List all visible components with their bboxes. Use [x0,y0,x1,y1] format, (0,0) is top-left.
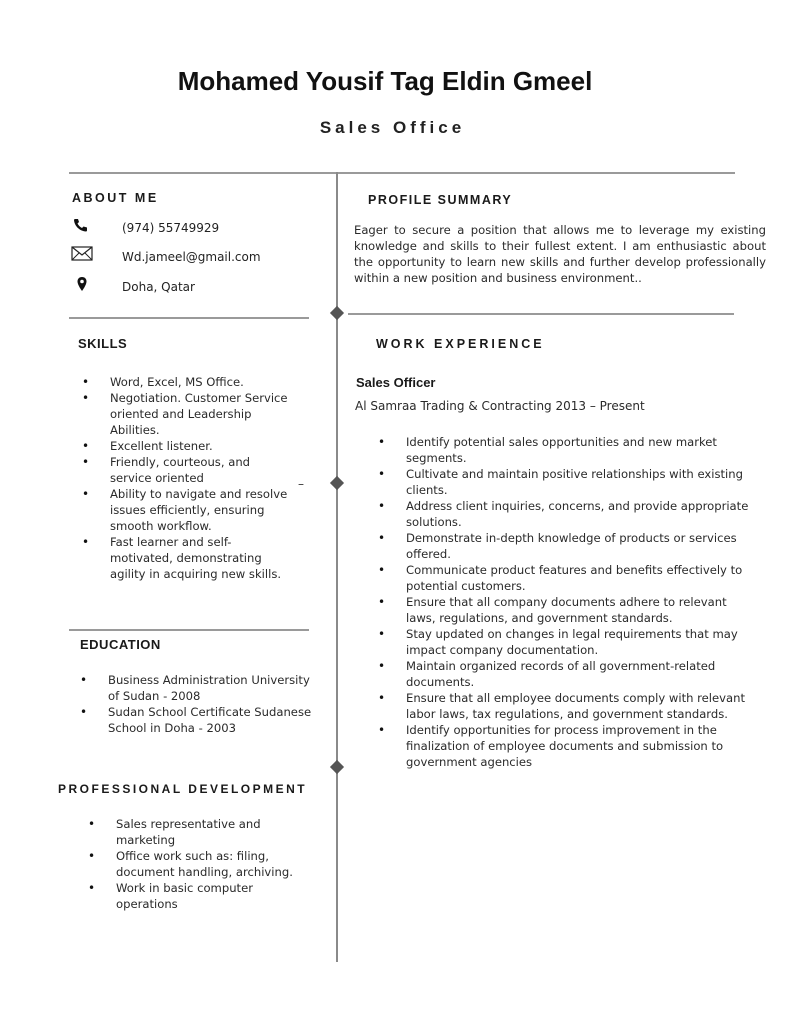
profile-heading: PROFILE SUMMARY [368,193,513,207]
stray-dash: – [298,477,304,491]
divider-diamond [330,306,344,320]
list-item: • Work in basic computer operations [88,880,298,912]
development-list [88,816,298,912]
list-item: • Business Administration University of Sudan - 2008 [80,672,315,704]
list-item: • Office work such as: filing, document handling, archiving. [88,848,298,880]
list-item: • Identify opportunities for process improvement in the finalization of employee documents and submission to government agencies [378,722,750,770]
about-divider [69,317,309,319]
list-item: • Friendly, courteous, and service oriented [82,454,292,486]
resume-role: Sales Office [319,118,466,137]
center-divider [336,172,338,962]
list-item: • Excellent listener. [82,438,292,454]
list-item: • Fast learner and self-motivated, demonstrating agility in acquiring new skills. [82,534,292,582]
list-item: • Maintain organized records of all government-related documents. [378,658,750,690]
development-heading: PROFESSIONAL DEVELOPMENT [58,782,308,796]
profile-divider [348,313,734,315]
experience-heading: WORK EXPERIENCE [376,337,545,351]
phone-icon [73,218,89,236]
list-item: • Negotiation. Customer Service oriented and Leadership Abilities. [82,390,292,438]
list-item: • Demonstrate in-depth knowledge of products or services offered. [378,530,750,562]
list-item: • Address client inquiries, concerns, and provide appropriate solutions. [378,498,750,530]
experience-list [378,434,750,770]
list-item: • Ensure that all employee documents comply with relevant labor laws, tax regulations, and government standards. [378,690,750,722]
top-divider [69,172,735,174]
list-item: • Word, Excel, MS Office. [82,374,292,390]
list-item: • Sales representative and marketing [88,816,298,848]
about-heading: ABOUT ME [72,191,159,205]
list-item: • Sudan School Certificate Sudanese School in Doha - 2003 [80,704,315,736]
divider-diamond [330,760,344,774]
education-list [80,672,315,736]
skills-heading: SKILLS [78,336,128,351]
mail-icon [71,246,93,265]
skills-divider [69,629,309,631]
profile-summary-text: Eager to secure a position that allows me to leverage my existing knowledge and skills to their fullest extent. I am enthusiastic about the opportunity to learn new skills and further develop professionally within a new position and business environment.. [354,223,766,285]
list-item: • Ability to navigate and resolve issues efficiently, ensuring smooth workflow. [82,486,292,534]
divider-diamond [330,476,344,490]
resume-name: Mohamed Yousif Tag Eldin Gmeel [177,66,593,96]
list-item: • Communicate product features and benefits effectively to potential customers. [378,562,750,594]
list-item: • Ensure that all company documents adhere to relevant laws, regulations, and government standards. [378,594,750,626]
list-item: • Stay updated on changes in legal requirements that may impact company documentation. [378,626,750,658]
list-item: • Cultivate and maintain positive relationships with existing clients. [378,466,750,498]
skills-list [82,374,292,582]
location-pin-icon [76,276,88,296]
job-company: Al Samraa Trading & Contracting 2013 – Present [355,399,645,413]
location-text: Doha, Qatar [122,280,195,294]
phone-number: (974) 55749929 [122,221,220,235]
job-title: Sales Officer [356,375,436,390]
education-heading: EDUCATION [80,637,161,652]
email-address: Wd.jameel@gmail.com [122,250,261,264]
list-item: • Identify potential sales opportunities and new market segments. [378,434,750,466]
